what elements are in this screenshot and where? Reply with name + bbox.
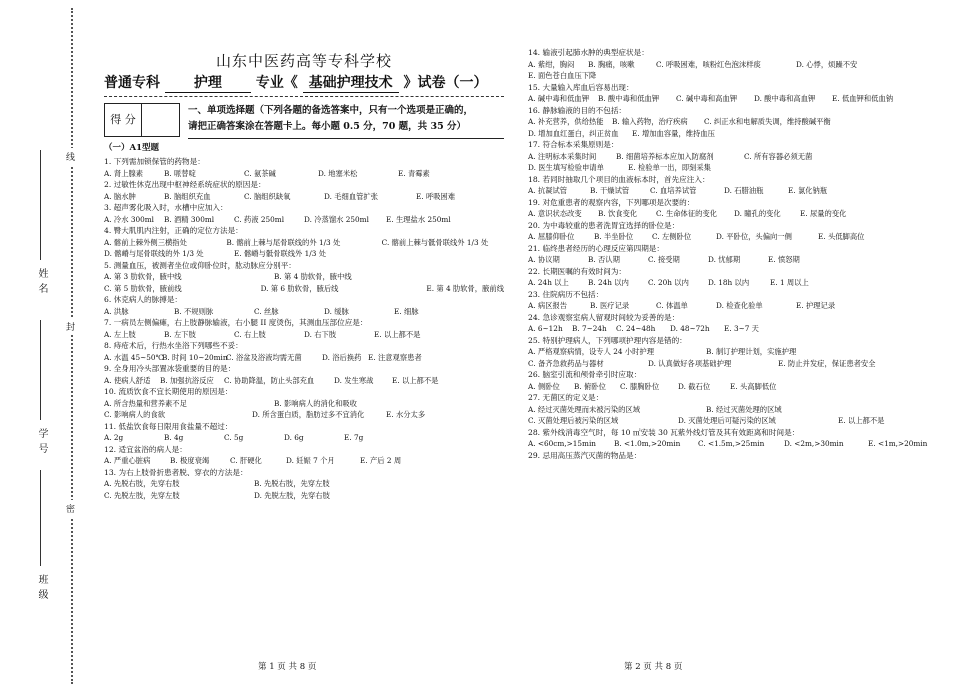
answer-option: E. <1m,>20min [868,439,928,448]
answer-option: E. 以上都不是 [392,375,439,385]
major-name: 护理 [165,72,251,93]
answer-option: B. 医疗记录 [590,301,630,310]
question-list-left [104,158,504,500]
answer-option: B. 极度衰竭 [170,456,210,465]
answer-option: E. 呼吸困难 [416,191,456,201]
answer-option: B. 俯卧位 [574,381,606,391]
option-row [528,210,948,219]
answer-option: B. 加强抗浴反应 [160,375,214,385]
answer-option: E. 低血钾和低血钠 [832,94,894,103]
answer-option: B. 酸中毒和低血钾 [598,94,660,103]
answer-option: E. 3~7 天 [724,324,759,333]
answer-option: D. 髂嵴与尾骨联线的外 1/3 处 [104,249,204,258]
answer-option: D. 48~72h [670,324,710,333]
answer-option: C. 丝脉 [254,306,279,316]
option-row [528,325,948,334]
score-label: 得 分 [105,104,142,136]
answer-option: D. 认真做好各项基础护理 [648,358,732,368]
answer-option: A. 第 3 肋软骨，腋中线 [104,272,182,281]
answer-option: C. 所有容器必须无菌 [744,151,813,161]
left-question-11: 12. 适宜盆浴的病人是： [104,444,187,454]
answer-option: D. 先脱左肢，先穿右肢 [254,490,330,500]
major-suffix: 专业《 [255,75,298,91]
answer-option: E. 细脉 [394,306,419,316]
option-row [528,233,948,242]
answer-option: B. 7~24h [572,324,607,333]
answer-option: D. 18h 以内 [708,278,750,287]
right-question-6: 20. 为中毒较重的患者洗胃宜选择的卧位是： [528,220,680,230]
answer-option: A. 屈膝仰卧位 [528,232,575,241]
answer-option: A. 水温 45~50℃ [104,352,164,362]
exam-title [104,72,504,94]
answer-option: D. 增加血红蛋白，纠正贫血 [528,128,619,138]
answer-option: A. 先脱右肢，先穿右肢 [104,479,180,488]
answer-option: C. 纠正水和电解质失调，维持酸碱平衡 [704,117,831,126]
answer-option: E. 以上都不是 [838,416,885,425]
answer-option: C. 浴盆及浴液均需无菌 [226,352,302,362]
exam-page-1 [104,46,504,500]
answer-option: D. 6g [284,433,304,442]
right-question-3: 17. 符合标本采集原则是： [528,140,619,149]
answer-option: D. <2m,>30min [784,439,844,448]
course-suffix: 》试卷（一） [403,75,488,91]
answer-option: D. 冷蒸馏水 250ml [304,214,369,224]
answer-option: A. 抗凝试管 [528,186,568,195]
subsection-title: （一）A1型题 [104,143,160,153]
answer-option: B. 时间 10~20min [162,352,228,362]
answer-option: E. 检验单一出，即刻采集 [628,163,711,172]
option-row [528,383,948,392]
option-row [104,457,504,466]
answer-option: D. 右下肢 [304,329,337,339]
answer-option: D. 发生寒战 [334,375,374,385]
answer-option: E. 注意观察患者 [368,352,422,362]
option-row [104,400,504,409]
seal-mark-xian: 线 [66,148,75,165]
answer-option: D. 瞳孔的变化 [734,209,781,218]
answer-option: C. 备齐急救药品与器材 [528,358,604,368]
option-row [528,279,948,288]
answer-option: D. 灭菌处理后可疑污染的区域 [678,416,776,425]
answer-option: D. 截石位 [678,381,711,391]
instructions-line-2: 请把正确答案涂在答题卡上。每小题 0.5 分，70 题，共 35 分） [188,121,467,132]
right-question-4: 18. 若同时抽取几个项目的血液标本时，首先应注入： [528,174,710,184]
answer-option: C. 药液 250ml [234,214,285,224]
option-row [528,72,948,81]
option-row [528,118,948,127]
answer-option: E. 1 周以上 [770,278,809,287]
option-row [528,61,948,70]
answer-option: C. 氨茶碱 [244,168,276,178]
school-name: 山东中医药高等专科学校 [215,52,392,70]
answer-option: E. 护理记录 [796,301,836,310]
student-id-blank [40,320,41,420]
option-row [104,354,504,363]
left-question-12: 13. 为右上肢骨折患者脱、穿衣的方法是： [104,467,248,477]
answer-option: B. 饮食变化 [598,209,638,218]
instructions-line-1: 一、单项选择题（下列各题的备选答案中，只有一个选项是正确的， [188,105,474,116]
option-row [528,417,948,426]
answer-option: C. 髂前上棘与骶骨联线外 1/3 处 [381,237,489,247]
answer-option: A. 脑水肿 [104,191,136,201]
answer-option: B. 半坐卧位 [594,232,634,241]
right-question-7: 21. 临终患者经历的心理反应第四期是： [528,243,664,253]
binding-margin [0,0,80,692]
answer-option: E. 头低脚高位 [818,232,865,241]
answer-option: A. 严格观察病情，设专人 24 小时护理 [528,347,654,356]
answer-option: E. 水分太多 [386,410,426,419]
answer-option: B. 制订护理计划，实施护理 [706,347,797,356]
answer-option: C. 生命体征的变化 [656,209,718,218]
right-question-1: 15. 大量输入库血后容易出现： [528,82,634,92]
option-row [528,440,948,449]
option-row [104,492,504,501]
option-row [528,153,948,162]
option-row [528,302,948,311]
title-prefix: 普通专科 [104,75,160,91]
answer-option: C. 体温单 [656,301,688,310]
answer-option: B. <1.0m,>20min [614,439,681,448]
option-row [104,170,504,179]
name-blank [40,150,41,260]
answer-option: C. 左侧卧位 [652,232,692,241]
answer-option: B. 髂前上棘与尾骨联线的外 1/3 处 [226,237,341,247]
answer-option: A. 严重心脏病 [104,456,151,465]
left-question-10: 11. 低盐饮食每日限用食盐量不超过： [104,421,233,431]
cut-line [71,8,73,684]
class-label: 班 级 [36,574,47,601]
answer-option: D. 心悸，烦躁不安 [796,59,858,69]
left-question-6: 7. 一病员左侧偏瘫，右上肢静脉输液，右小腿 II 度烫伤，其测血压部位应是： [104,318,368,327]
right-question-0: 14. 输液引起肺水肿的典型症状是： [528,48,649,57]
answer-option: E. 面色苍白血压下降 [528,71,597,80]
answer-option: C. 20h 以内 [648,278,689,287]
answer-option: B. 第 4 肋软骨，腋中线 [274,272,352,281]
answer-option: E. 氯化钠瓶 [788,186,828,195]
option-row [104,273,504,282]
answer-option: A. 补充营养，供给热能 [528,117,604,126]
answer-option: B. 哌替啶 [164,168,196,178]
answer-option: D. 缓脉 [324,306,349,316]
answer-option: C. 膝胸卧位 [620,381,660,391]
page-footer-right: 第 2 页 共 8 页 [624,662,683,672]
answer-option: B. 24h 以内 [588,278,629,287]
answer-option: A. 6~12h [528,324,563,333]
answer-option: B. 经过灭菌处理的区域 [706,404,782,414]
answer-option: C. 血培养试管 [650,186,697,195]
left-question-9: 10. 流质饮食不宜长期使用的原因是： [104,387,233,396]
answer-option: B. 影响病人的消化和吸收 [274,398,357,408]
left-question-1: 2. 过敏性休克出现中枢神经系统症状的原因是： [104,180,266,189]
left-question-2: 3. 超声雾化吸入时，水槽中应加入： [104,203,228,212]
answer-option: D. 毛细血管扩张 [324,191,379,201]
answer-option: B. 否认期 [588,255,620,264]
answer-option: A. 24h 以上 [528,278,569,287]
answer-option: C. 肝硬化 [230,456,262,465]
answer-option: E. 第 4 肋软骨，腋前线 [426,283,504,293]
answer-option: C. <1.5m,>25min [698,439,765,448]
answer-option: D. 妊娠 7 个月 [286,456,335,465]
answer-option: B. 干燥试管 [590,186,630,195]
right-question-10: 24. 急诊观察室病人留观时间较为妥善的是： [528,312,680,322]
right-question-2: 16. 静脉输液的目的不包括： [528,105,627,115]
left-question-3: 4. 臀大肌肌内注射，正确的定位方法是： [104,226,243,235]
option-row [104,250,504,259]
answer-option: C. 碱中毒和高血钾 [676,94,738,103]
answer-option: A. 紫绀，胸闷 [528,59,575,69]
option-row [528,256,948,265]
answer-option: E. 愤怒期 [768,255,800,264]
answer-option: D. 所含蛋白质，脂肪过多不宜消化 [252,410,365,419]
answer-option: E. 防止并发症，保证患者安全 [778,358,876,368]
option-row [104,411,504,420]
section-instructions [188,103,504,139]
question-list-right [528,49,948,460]
exam-page-2 [528,46,948,460]
answer-option: C. 灭菌处理后被污染的区域 [528,416,619,425]
answer-option: C. 呼吸困难，咳粉红色泡沫样痰 [656,59,761,69]
left-question-0: 1. 下列需加锁保管的药物是： [104,157,205,166]
answer-option: A. 所含热量和营养素不足 [104,398,187,408]
seal-mark-feng: 封 [66,318,75,335]
answer-option: C. 右上肢 [234,329,266,339]
answer-option: A. 协议期 [528,255,560,264]
answer-option: B. 脑组织充血 [164,191,211,201]
left-question-4: 5. 测量血压，被测者坐位或仰卧位时，肱动脉应分别平： [104,260,296,270]
left-question-5: 6. 休克病人的脉搏是： [104,295,183,304]
page-footer-left: 第 1 页 共 8 页 [258,662,317,672]
answer-option: A. 意识状态改变 [528,209,582,218]
header-divider [104,96,504,97]
section-header [104,103,504,139]
left-question-7: 8. 痔疮术后，行热水坐浴下列哪些不妥： [104,341,243,350]
course-name: 基础护理技术 [303,72,399,93]
answer-option: E. 头高脚低位 [730,381,777,391]
answer-option: B. 酒精 300ml [164,214,215,224]
answer-option: E. 青霉素 [398,168,430,178]
answer-option: D. 地塞米松 [318,168,358,178]
option-row [104,377,504,386]
answer-option: E. 以上都不是 [374,329,421,339]
option-row [104,216,504,225]
answer-option: E. 生理盐水 250ml [386,214,451,224]
option-row [528,95,948,104]
answer-option: D. 检查化验单 [716,301,763,310]
answer-option: C. 先脱左肢，先穿左肢 [104,490,180,500]
option-row [528,360,948,369]
option-row [104,331,504,340]
option-row [528,164,948,173]
right-question-12: 26. 脑室引流和颅骨牵引时应取： [528,370,642,379]
answer-option: D. 第 6 肋软骨，腋后线 [260,283,339,293]
option-row [104,308,504,317]
answer-option: A. 肾上腺素 [104,168,144,178]
answer-option: C. 脑组织缺氧 [244,191,291,201]
right-question-8: 22. 长期医嘱的有效时间为： [528,266,627,276]
class-blank [40,470,41,566]
student-id-label: 学 号 [36,428,47,455]
left-question-8: 9. 全身用冷头部置冰袋重要的目的是： [104,364,236,373]
answer-option: D. 平卧位，头偏向一侧 [716,232,792,241]
answer-option: A. 经过灭菌处理而未被污染的区域 [528,404,641,414]
answer-option: D. 忧郁期 [708,255,741,264]
answer-option: A. 病区报告 [528,301,568,310]
option-row [104,285,504,294]
score-blank [142,104,178,136]
answer-option: D. 医生填写检验申请单 [528,163,604,172]
option-row [104,434,504,443]
answer-option: A. 2g [104,433,124,442]
answer-option: B. 先脱右肢，先穿左肢 [254,479,330,488]
answer-option: D. 石腊油瓶 [724,186,764,195]
answer-option: B. 胸痛，咳嗽 [588,59,635,69]
answer-option: A. <60cm,>15min [528,439,596,448]
seal-mark-mi: 密 [66,500,75,517]
answer-option: B. 细菌培养标本应加入防腐剂 [616,151,714,161]
answer-option: E. 产后 2 周 [360,456,402,465]
answer-option: A. 碱中毒和低血钾 [528,94,589,103]
right-question-5: 19. 对危重患者的观察内容，下列哪项是次要的： [528,197,695,207]
answer-option: C. 影响病人的食欲 [104,410,166,419]
right-question-14: 28. 紫外线消毒空气时，每 10 ㎡安装 30 瓦紫外线灯管及其有效距离和时间是： [528,427,800,437]
answer-option: B. 不规则脉 [174,306,214,316]
answer-option: C. 接受期 [648,255,680,264]
option-row [528,406,948,415]
answer-option: C. 协助降温，防止头部充血 [224,375,315,385]
answer-option: A. 髂前上棘外侧三横指处 [104,237,187,247]
right-question-13: 27. 无菌区的定义是： [528,393,604,402]
right-question-15: 29. 忌用高压蒸汽灭菌的物品是： [528,450,642,460]
option-row [528,348,948,357]
answer-option: E. 尿量的变化 [800,209,847,218]
option-row [528,187,948,196]
option-row [104,480,504,489]
option-row [104,239,504,248]
answer-option: C. 第 5 肋软骨，腋前线 [104,283,182,293]
answer-option: E. 髂嵴与骶骨联线外 1/3 处 [234,249,327,258]
answer-option: A. 侧卧位 [528,381,560,391]
option-row [104,193,504,202]
answer-option: A. 注明标本采集时间 [528,151,597,161]
right-question-9: 23. 住院病历不包括： [528,289,604,299]
answer-option: E. 7g [344,433,364,442]
answer-option: A. 左上肢 [104,329,136,339]
answer-option: C. 24~48h [616,324,656,333]
answer-option: A. 冷水 300ml [104,214,155,224]
answer-option: E. 增加血容量，维持血压 [632,128,715,138]
answer-option: D. 酸中毒和高血钾 [754,94,816,103]
answer-option: A. 洪脉 [104,306,129,316]
answer-option: B. 输入药物，治疗疾病 [612,117,688,126]
name-label: 姓 名 [36,268,47,295]
answer-option: A. 使病人舒适 [104,375,151,385]
right-question-11: 25. 特别护理病人，下列哪项护理内容是错的： [528,335,687,345]
answer-option: C. 5g [224,433,244,442]
option-row [528,130,948,139]
answer-option: B. 4g [164,433,184,442]
answer-option: B. 左下肢 [164,329,196,339]
answer-option: D. 浴后换药 [322,352,362,362]
score-box [104,103,180,137]
